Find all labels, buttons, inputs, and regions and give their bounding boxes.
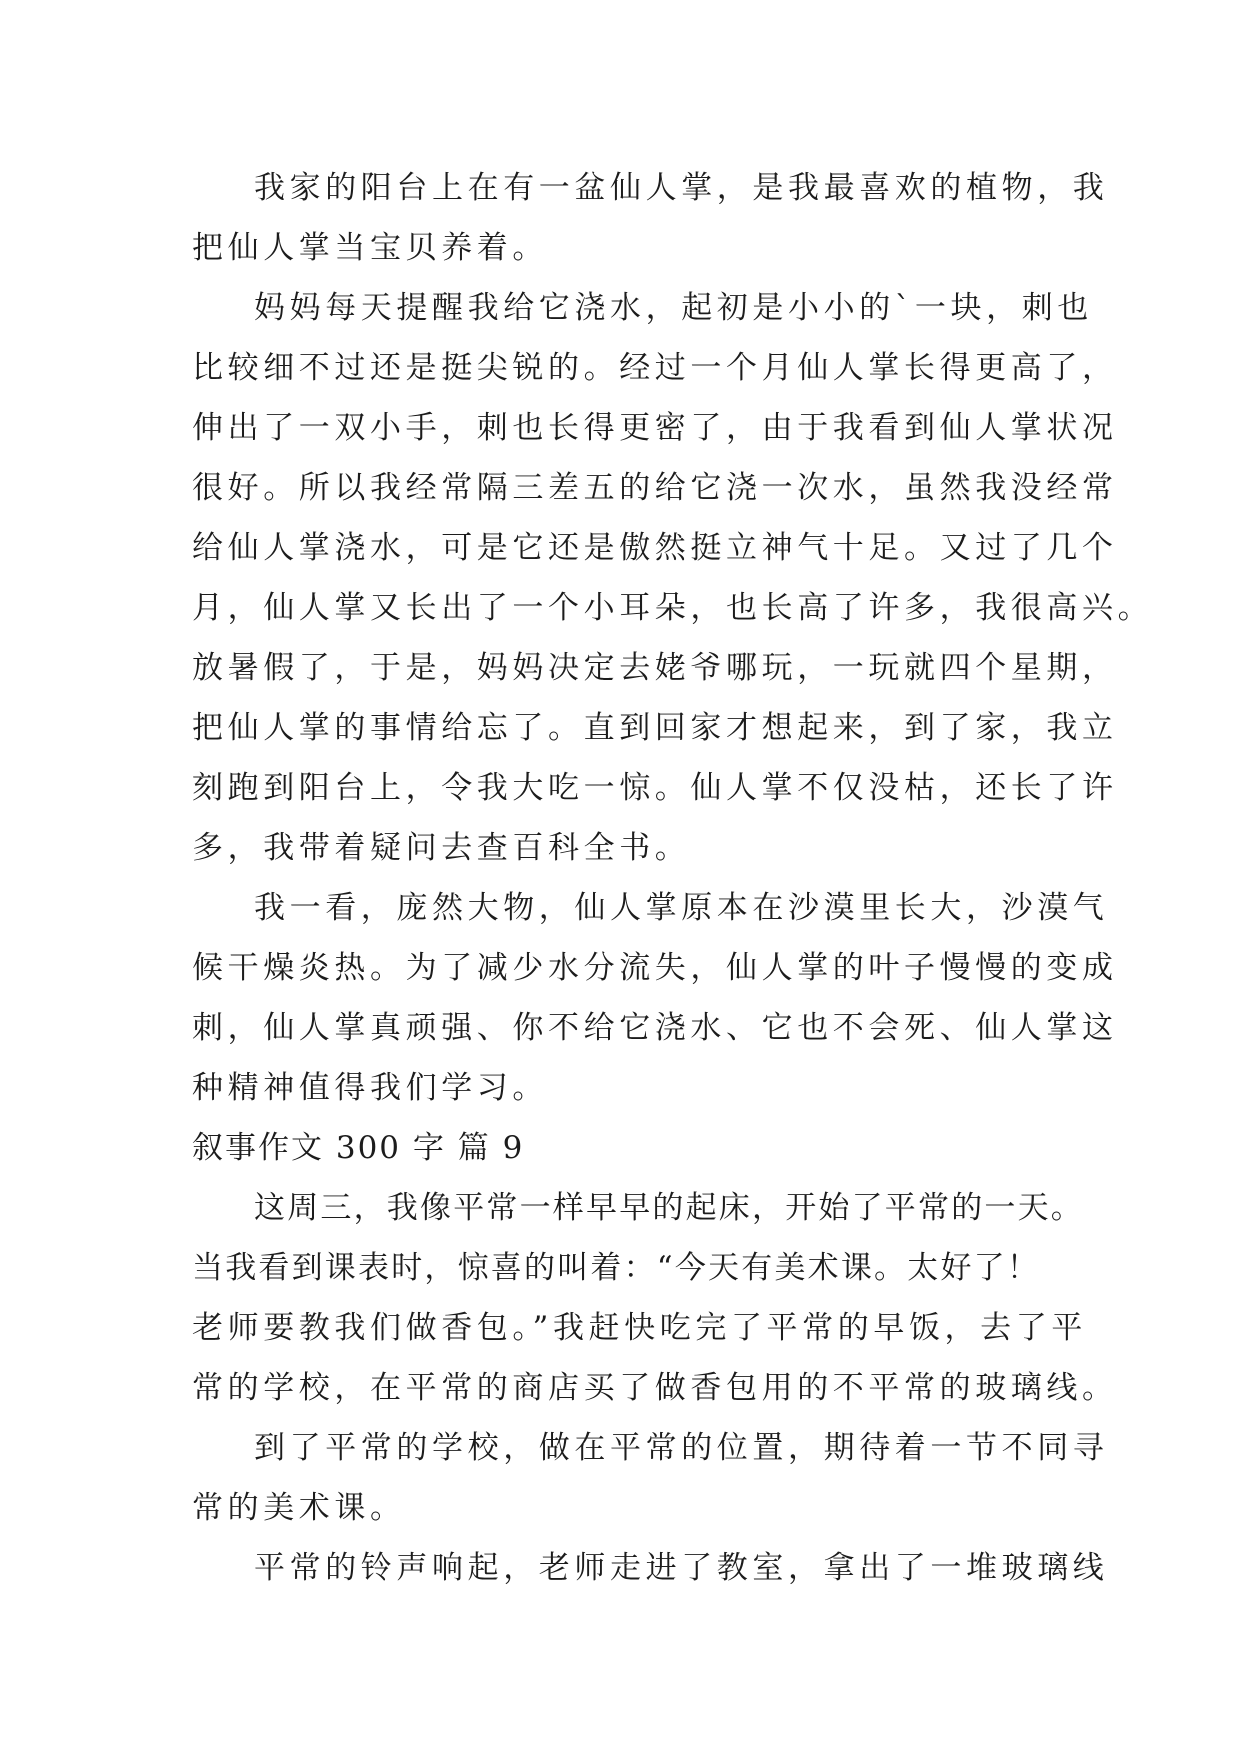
paragraph-line: 把仙人掌的事情给忘了。直到回家才想起来，到了家，我立 — [192, 710, 1118, 746]
paragraph-line: 种精神值得我们学习。 — [192, 1070, 548, 1106]
paragraph-line: 常的美术课。 — [192, 1490, 406, 1526]
paragraph-line: 很好。所以我经常隔三差五的给它浇一次水，虽然我没经常 — [192, 470, 1118, 506]
paragraph-line: 妈妈每天提醒我给它浇水，起初是小小的`一块，刺也 — [254, 290, 1093, 326]
article-body — [192, 158, 1154, 1598]
paragraph-line: 放暑假了，于是，妈妈决定去姥爷哪玩，一玩就四个星期， — [192, 650, 1118, 686]
paragraph-line: 比较细不过还是挺尖锐的。经过一个月仙人掌长得更高了， — [192, 350, 1118, 386]
section-heading: 叙事作文 300 字 篇 9 — [192, 1130, 525, 1166]
paragraph-line: 多，我带着疑问去查百科全书。 — [192, 830, 691, 866]
paragraph-line: 常的学校，在平常的商店买了做香包用的不平常的玻璃线。 — [192, 1370, 1118, 1406]
paragraph-line: 我家的阳台上在有一盆仙人掌，是我最喜欢的植物，我 — [254, 170, 1109, 206]
paragraph-line: 到了平常的学校，做在平常的位置，期待着一节不同寻 — [254, 1430, 1109, 1466]
paragraph-line: 候干燥炎热。为了减少水分流失，仙人掌的叶子慢慢的变成 — [192, 950, 1118, 986]
paragraph-line: 当我看到课表时，惊喜的叫着：“今天有美术课。太好了！ — [192, 1250, 1041, 1286]
paragraph-line: 我一看，庞然大物，仙人掌原本在沙漠里长大，沙漠气 — [254, 890, 1109, 926]
paragraph-line: 这周三，我像平常一样早早的起床，开始了平常的一天。 — [254, 1190, 1084, 1226]
paragraph-line: 把仙人掌当宝贝养着。 — [192, 230, 548, 266]
paragraph-line: 平常的铃声响起，老师走进了教室，拿出了一堆玻璃线 — [254, 1550, 1109, 1586]
paragraph-line: 月，仙人掌又长出了一个小耳朵，也长高了许多，我很高兴。 — [192, 590, 1154, 626]
paragraph-line: 刺，仙人掌真顽强、你不给它浇水、它也不会死、仙人掌这 — [192, 1010, 1118, 1046]
paragraph-line: 刻跑到阳台上，令我大吃一惊。仙人掌不仅没枯，还长了许 — [192, 770, 1118, 806]
paragraph-line: 老师要教我们做香包。”我赶快吃完了平常的早饭，去了平 — [192, 1310, 1087, 1346]
paragraph-line: 伸出了一双小手，刺也长得更密了，由于我看到仙人掌状况 — [192, 410, 1118, 446]
paragraph-line: 给仙人掌浇水，可是它还是傲然挺立神气十足。又过了几个 — [192, 530, 1118, 566]
